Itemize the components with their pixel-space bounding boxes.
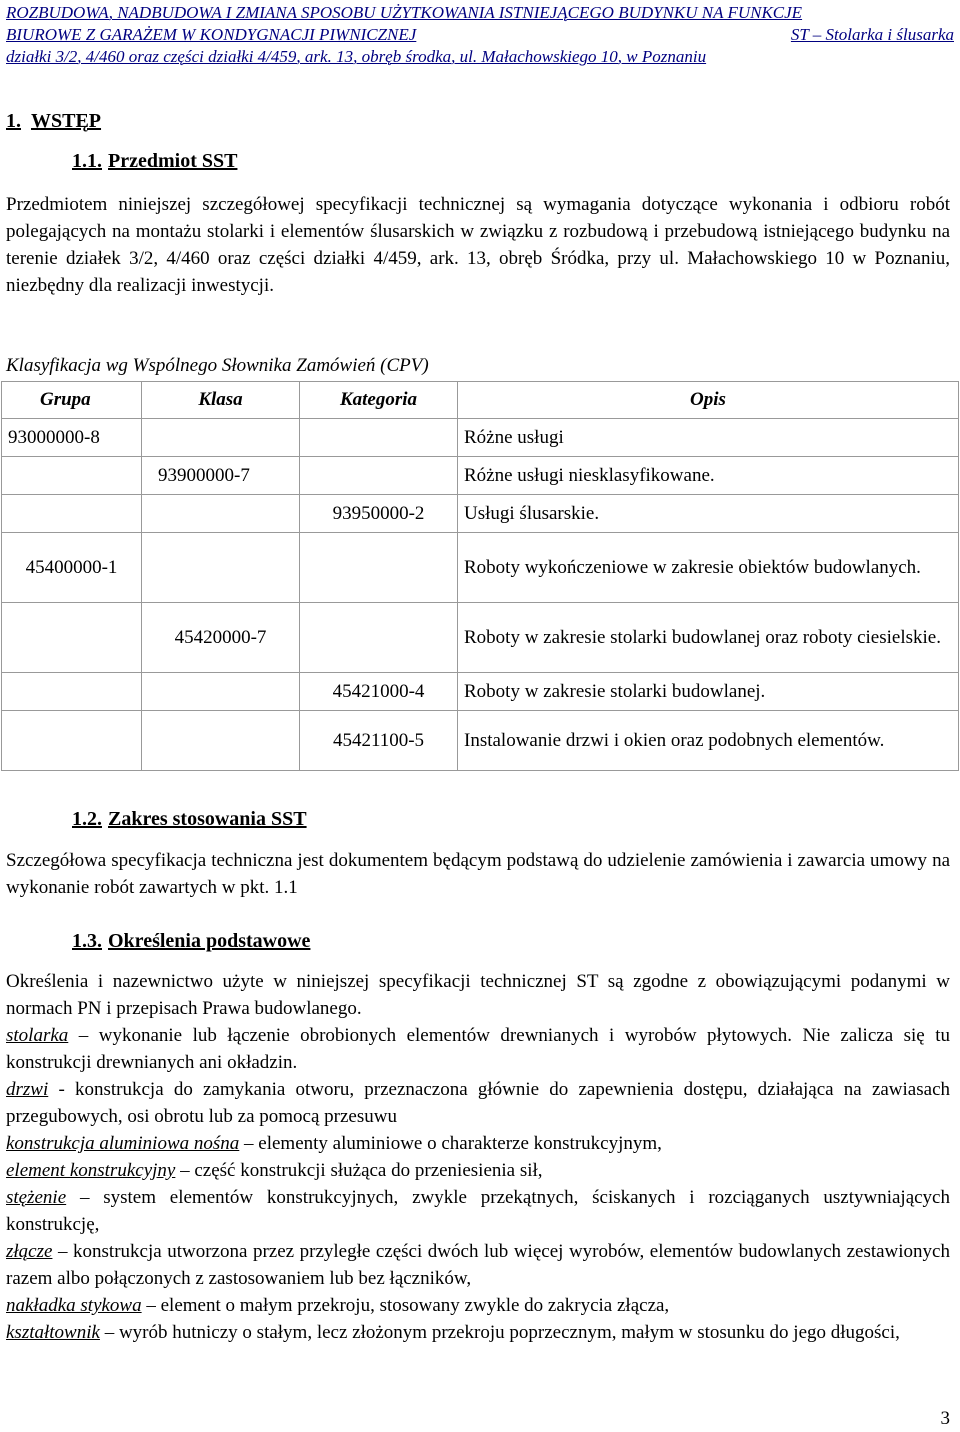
cpv-klasa: 93900000-7: [142, 457, 300, 495]
page-number: 3: [940, 1408, 950, 1429]
table-row: [2, 495, 959, 533]
definition-text: – wykonanie lub łączenie obrobionych elementów drewnianych i wyrobów płytowych. Nie zalicza się tu konstrukcji drewnianych ani okładzin.: [6, 1025, 950, 1073]
definition-item: [6, 1238, 950, 1292]
cpv-opis: Różne usługi: [458, 419, 959, 457]
cpv-opis: Roboty w zakresie stolarki budowlanej.: [458, 673, 959, 711]
cpv-klasa: [142, 673, 300, 711]
section-1-3-number: 1.3.: [72, 930, 102, 952]
table-row: [2, 711, 959, 771]
header-line-2-right: ST – Stolarka i ślusarka: [790, 25, 954, 44]
cpv-grupa: [2, 711, 142, 771]
definition-text: – konstrukcja utworzona przez przyległe części dwóch lub więcej wyrobów, elementów budowlanych zestawionych razem albo połączonych z zastosowaniem lub bez łączników,: [6, 1241, 950, 1289]
cpv-grupa: [2, 673, 142, 711]
cpv-kategoria: [300, 457, 458, 495]
definition-item: [6, 1292, 950, 1319]
cpv-grupa: [2, 603, 142, 673]
section-1-2-heading: [72, 808, 307, 831]
cpv-opis: Instalowanie drzwi i okien oraz podobnych elementów.: [458, 711, 959, 771]
cpv-kategoria: [300, 419, 458, 457]
cpv-opis: Roboty wykończeniowe w zakresie obiektów budowlanych.: [458, 533, 959, 603]
definition-term: kształtownik: [6, 1322, 100, 1343]
definition-item: [6, 1076, 950, 1130]
section-1-title: WSTĘP: [31, 110, 102, 132]
header-line-2-left: BIUROWE Z GARAŻEM W KONDYGNACJI PIWNICZNEJ: [6, 25, 417, 44]
cpv-klasa: 45420000-7: [142, 603, 300, 673]
definition-item: [6, 1022, 950, 1076]
definition-term: drzwi: [6, 1079, 49, 1100]
cpv-header-grupa: Grupa: [2, 382, 142, 419]
definitions-intro: Określenia i nazewnictwo użyte w niniejszej specyfikacji technicznej ST są zgodne z obowiązującymi podanymi w normach PN i przepisach Prawa budowlanego.: [6, 971, 950, 1019]
section-1-2-number: 1.2.: [72, 808, 102, 830]
cpv-klasa: [142, 711, 300, 771]
cpv-kategoria: [300, 603, 458, 673]
section-1-1-title: Przedmiot SST: [108, 150, 238, 172]
cpv-kategoria: 93950000-2: [300, 495, 458, 533]
cpv-grupa: 93000000-8: [2, 419, 142, 457]
section-1-3-title: Określenia podstawowe: [108, 930, 311, 952]
definition-text: – system elementów konstrukcyjnych, zwykle przekątnych, ściskanych i rozciąganych usztywniających konstrukcję,: [6, 1187, 950, 1235]
cpv-header-kategoria: Kategoria: [300, 382, 458, 419]
cpv-klasa: [142, 495, 300, 533]
page-header: [6, 2, 954, 68]
definition-term: element konstrukcyjny: [6, 1160, 176, 1181]
definition-text: – wyrób hutniczy o stałym, lecz złożonym przekroju poprzecznym, małym w stosunku do jego długości,: [99, 1322, 900, 1343]
definition-text: – elementy aluminiowe o charakterze konstrukcyjnym,: [239, 1133, 662, 1154]
definition-term: złącze: [6, 1241, 53, 1262]
section-1-1-body: Przedmiotem niniejszej szczegółowej specyfikacji technicznej są wymagania dotyczące wykonania i odbioru robót polegających na montażu stolarki i elementów ślusarskich w związku z rozbudową i przebudową istniejącego budynku na terenie działek 3/2, 4/460 oraz części działki 4/459, ark. 13, obręb Śródka, przy ul. Małachowskiego 10 w Poznaniu, niezbędny dla realizacji inwestycji.: [6, 194, 950, 296]
cpv-opis: Usługi ślusarskie.: [458, 495, 959, 533]
table-row: [2, 457, 959, 495]
section-1-number: 1.: [6, 110, 21, 132]
definition-term: stężenie: [6, 1187, 67, 1208]
cpv-grupa: [2, 495, 142, 533]
table-row: [2, 603, 959, 673]
definition-text: – część konstrukcji służąca do przeniesienia sił,: [175, 1160, 543, 1181]
header-line-1: ROZBUDOWA, NADBUDOWA I ZMIANA SPOSOBU UŻYTKOWANIA ISTNIEJĄCEGO BUDYNKU NA FUNKCJE: [6, 3, 803, 22]
definition-term: nakładka stykowa: [6, 1295, 142, 1316]
section-1-heading: [6, 110, 101, 133]
cpv-kategoria: [300, 533, 458, 603]
section-1-3-heading: [72, 930, 310, 953]
cpv-kategoria: 45421100-5: [300, 711, 458, 771]
cpv-grupa: [2, 457, 142, 495]
cpv-header-row: [2, 382, 959, 419]
cpv-table-title: Klasyfikacja wg Wspólnego Słownika Zamówień (CPV): [6, 355, 429, 376]
cpv-table: [1, 381, 959, 771]
definition-item: [6, 1319, 950, 1346]
section-1-2-body: Szczegółowa specyfikacja techniczna jest dokumentem będącym podstawą do udzielenie zamówienia i zawarcia umowy na wykonanie robót zawartych w pkt. 1.1: [6, 850, 950, 898]
cpv-klasa: [142, 533, 300, 603]
definition-text: - konstrukcja do zamykania otworu, przeznaczona głównie do zapewnienia dostępu, działająca na zawiasach przegubowych, osi obrotu lub za pomocą przesuwu: [6, 1079, 950, 1127]
table-row: [2, 419, 959, 457]
cpv-kategoria: 45421000-4: [300, 673, 458, 711]
definition-item: [6, 1157, 950, 1184]
cpv-klasa: [142, 419, 300, 457]
table-row: [2, 533, 959, 603]
header-line-2: [6, 24, 954, 46]
section-1-1-heading: [72, 150, 237, 173]
table-row: [2, 673, 959, 711]
definition-item: [6, 1130, 950, 1157]
definition-term: stolarka: [6, 1025, 69, 1046]
section-1-2-title: Zakres stosowania SST: [108, 808, 307, 830]
cpv-grupa: 45400000-1: [2, 533, 142, 603]
cpv-header-klasa: Klasa: [142, 382, 300, 419]
section-1-1-number: 1.1.: [72, 150, 102, 172]
cpv-header-opis: Opis: [458, 382, 959, 419]
header-line-3: działki 3/2, 4/460 oraz części działki 4/459, ark. 13, obręb środka, ul. Małachowskiego 10, w Poznaniu: [6, 47, 707, 66]
definition-term: konstrukcja aluminiowa nośna: [6, 1133, 240, 1154]
definition-item: [6, 1184, 950, 1238]
cpv-opis: Różne usługi niesklasyfikowane.: [458, 457, 959, 495]
cpv-opis: Roboty w zakresie stolarki budowlanej oraz roboty ciesielskie.: [458, 603, 959, 673]
definitions-block: [6, 968, 950, 1346]
definition-text: – element o małym przekroju, stosowany zwykle do zakrycia złącza,: [141, 1295, 670, 1316]
